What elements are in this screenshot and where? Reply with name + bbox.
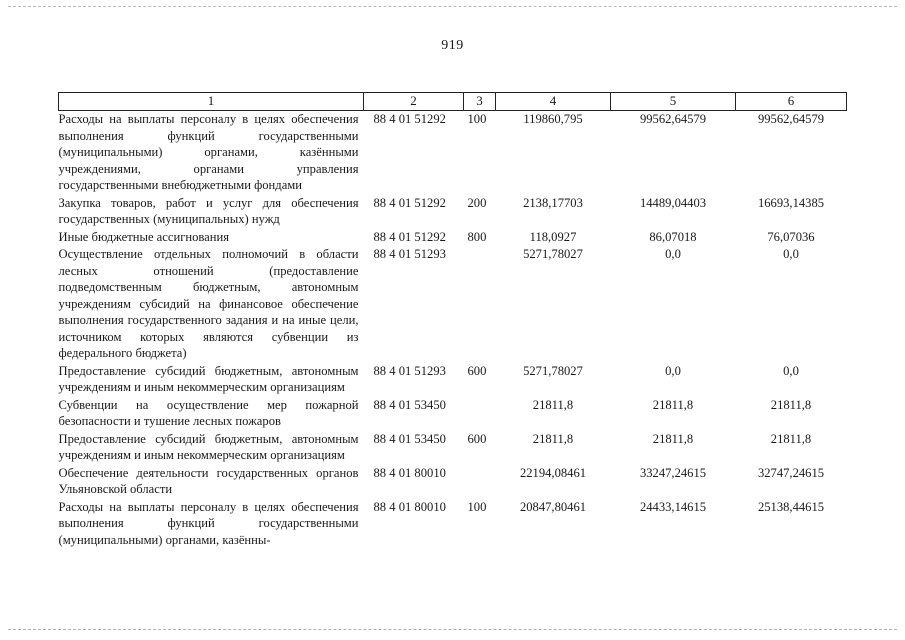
- row-code: 88 4 01 51292: [373, 112, 446, 126]
- row-type: [464, 246, 496, 363]
- row-value-col6: 0,0: [783, 247, 799, 261]
- column-header-5: 5: [611, 93, 736, 111]
- row-value-col5: 33247,24615: [639, 465, 707, 480]
- row-value-col4: 5271,78027: [523, 363, 583, 378]
- row-value-col4: 118,0927: [529, 229, 577, 244]
- row-value-col5: 21811,8: [652, 397, 694, 412]
- row-value-col5: 24433,14615: [639, 499, 707, 514]
- page-number: 919: [441, 38, 464, 53]
- row-name: Предоставление субсидий бюджетным, автономным учреждениям и иным некоммерческим организациям: [58, 431, 359, 462]
- row-name: Расходы на выплаты персоналу в целях обеспечения выполнения функций государственными (муниципальными) органами, казённы-: [58, 499, 359, 547]
- table-row: [59, 431, 847, 465]
- table-row: [59, 195, 847, 229]
- row-value-col6: 99562,64579: [757, 112, 825, 126]
- scan-edge-bottom: [8, 629, 897, 630]
- row-value-col4: 119860,795: [523, 112, 583, 126]
- row-code: 88 4 01 51292: [373, 229, 446, 244]
- row-type: 100: [467, 112, 487, 126]
- row-type: 800: [467, 229, 487, 244]
- row-value-col4: 21811,8: [532, 397, 574, 412]
- column-header-6: 6: [736, 93, 847, 111]
- row-value-col5: 99562,64579: [639, 112, 707, 126]
- row-code: 88 4 01 80010: [373, 499, 446, 514]
- column-header-2: 2: [364, 93, 464, 111]
- row-type: 100: [467, 499, 487, 514]
- row-type: [464, 397, 496, 431]
- row-code: 88 4 01 80010: [373, 465, 446, 480]
- row-type: 600: [467, 363, 487, 378]
- row-value-col6: 16693,14385: [757, 195, 825, 210]
- row-value-col6: 32747,24615: [757, 465, 825, 480]
- row-type: [464, 465, 496, 499]
- row-value-col4: 20847,80461: [519, 499, 587, 514]
- column-header-4: 4: [496, 93, 611, 111]
- row-code: 88 4 01 51293: [373, 247, 446, 261]
- table-row: [59, 499, 847, 550]
- row-code: 88 4 01 51292: [373, 195, 446, 210]
- row-name: Иные бюджетные ассигнования: [58, 229, 230, 244]
- row-value-col5: 14489,04403: [639, 195, 707, 210]
- table-header-row: [59, 93, 847, 111]
- row-value-col6: 76,07036: [767, 229, 815, 244]
- table-row: [59, 397, 847, 431]
- budget-table: [58, 92, 847, 549]
- row-value-col6: 21811,8: [770, 431, 812, 446]
- column-header-1: 1: [59, 93, 364, 111]
- row-value-col6: 25138,44615: [757, 499, 825, 514]
- table-row: [59, 111, 847, 195]
- row-value-col4: 22194,08461: [519, 465, 587, 480]
- table-row: [59, 246, 847, 363]
- table-row: [59, 229, 847, 247]
- row-name: Осуществление отдельных полномочий в области лесных отношений (предоставление подведомственным бюджетным, автономным учреждениям субсидий на финансовое обеспечение выполнения государственного задания и на иные цели, источником которых являются субвенции из федерального бюджета): [58, 247, 359, 360]
- row-name: Субвенции на осуществление мер пожарной безопасности и тушение лесных пожаров: [58, 397, 359, 428]
- row-value-col5: 86,07018: [649, 229, 697, 244]
- row-name: Расходы на выплаты персоналу в целях обеспечения выполнения функций государственными (муниципальными) органами, казёнными учреждениями, органами управления государственными внебюджетными фондами: [58, 112, 359, 192]
- row-name: Предоставление субсидий бюджетным, автономным учреждениям и иным некоммерческим организациям: [58, 363, 359, 394]
- row-code: 88 4 01 53450: [373, 397, 446, 412]
- table-row: [59, 363, 847, 397]
- row-name: Обеспечение деятельности государственных органов Ульяновской области: [58, 465, 359, 496]
- table-row: [59, 465, 847, 499]
- budget-table-wrapper: [58, 92, 846, 549]
- row-type: 600: [467, 431, 487, 446]
- row-name: Закупка товаров, работ и услуг для обеспечения государственных (муниципальных) нужд: [58, 195, 359, 226]
- row-type: 200: [467, 195, 487, 210]
- row-code: 88 4 01 51293: [373, 363, 446, 378]
- row-value-col4: 5271,78027: [523, 247, 583, 261]
- row-value-col4: 21811,8: [532, 431, 574, 446]
- row-value-col5: 0,0: [665, 247, 681, 261]
- column-header-3: 3: [464, 93, 496, 111]
- row-value-col6: 21811,8: [770, 397, 812, 412]
- row-value-col6: 0,0: [783, 363, 799, 378]
- row-code: 88 4 01 53450: [373, 431, 446, 446]
- row-value-col5: 0,0: [665, 363, 681, 378]
- scan-edge-top: [8, 6, 897, 7]
- row-value-col4: 2138,17703: [523, 195, 583, 210]
- row-value-col5: 21811,8: [652, 431, 694, 446]
